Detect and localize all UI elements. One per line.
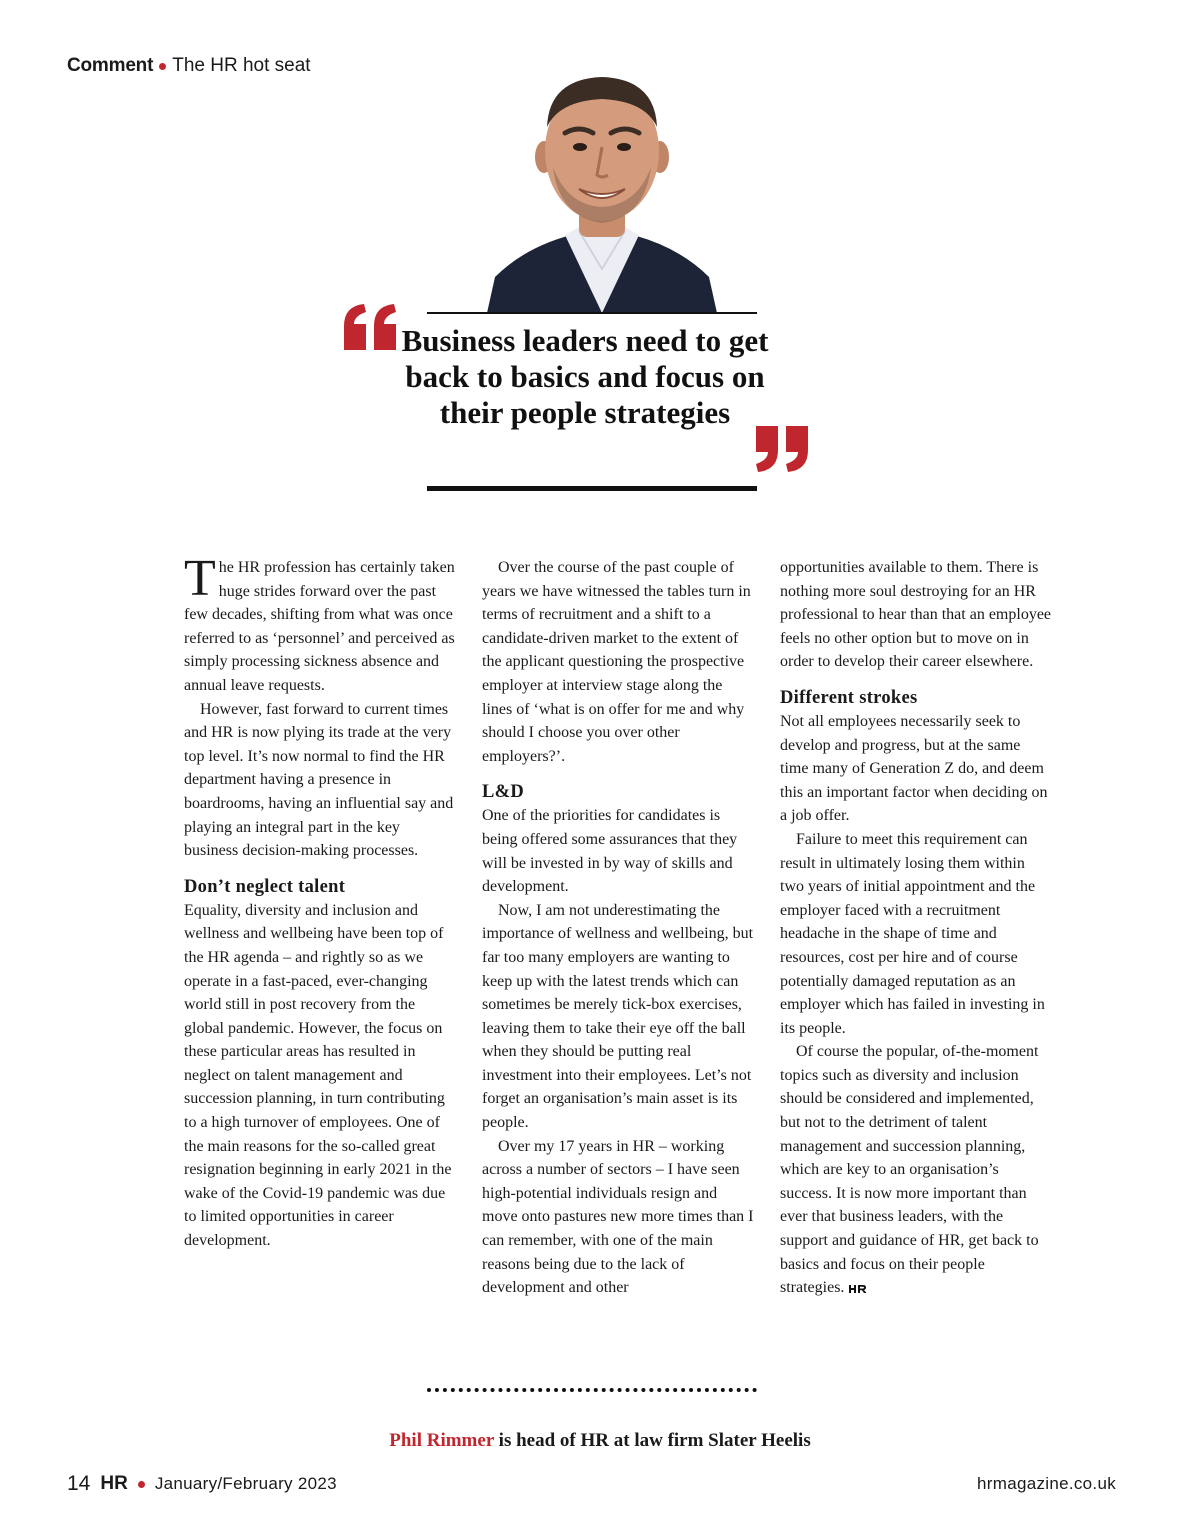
article-column-3 [780,556,1052,1300]
section-heading: Different strokes [780,687,918,708]
article-column-1 [184,550,456,1253]
hr-end-mark-icon [848,1284,868,1294]
paragraph: Over the course of the past couple of years we have witnessed the tables turn in terms of recruitment and a shift to a candidate-driven market to the extent of the applicant questioning the prospective employer at interview stage along the lines of ‘what is on offer for me and why should I choose you over other employers?’. [482,559,751,765]
red-dot-icon [159,63,166,70]
paragraph-final [780,1040,1052,1300]
pull-quote-bottom-rule [427,486,757,491]
paragraph-intro [184,550,456,698]
close-quote-icon [752,422,812,474]
magazine-name: HR [100,1473,128,1494]
paragraph: Not all employees necessarily seek to develop and progress, but at the same time many of Generation Z do, and deem this an important factor when deciding on a job offer. [780,712,1048,825]
drop-cap: T [184,550,216,607]
section-label: Comment [67,55,154,76]
article-column-2 [482,556,754,1300]
paragraph: Equality, diversity and inclusion and wellness and wellbeing have been top of the HR agenda – and rightly so as we operate in a fast-paced, ever-changing world still in post recovery from the global pandemic. However, the focus on these particular areas has resulted in neglect on talent management and succession planning, in turn contributing to a high turnover of employees. One of the main reasons for the so-called great resignation beginning in early 2021 in the wake of the Covid-19 pandemic was due to limited opportunities in career development. [184,901,452,1250]
section-header [67,55,311,77]
website-url: hrmagazine.co.uk [977,1474,1116,1493]
author-byline [0,1430,1200,1452]
paragraph: opportunities available to them. There is nothing more soul destroying for an HR professional to hear than that an employee feels no other option but to move on in order to develop their career elsewhere. [780,559,1052,671]
dotted-divider [427,1388,757,1392]
section-heading: L&D [482,782,525,803]
paragraph: Over my 17 years in HR – working across a number of sectors – I have seen high-potential individuals resign and move onto pastures new more times than I can remember, with one of the main reasons being due to the lack of development and other [482,1137,754,1297]
portrait-illustration [487,55,717,313]
page-footer [67,1472,337,1496]
open-quote-icon [342,302,402,354]
pull-quote: Business leaders need to get back to basics and focus on their people strategies [401,323,769,430]
paragraph: Failure to meet this requirement can result in ultimately losing them within two years of initial appointment and the employer faced with a recruitment headache in the shape of time and resources, cost per hire and of course potentially damaged reputation as an employer which has failed in investing in its people. [780,830,1045,1037]
paragraph-final-text: Of course the popular, of-the-moment topics such as diversity and inclusion should be considered and implemented, but not to the detriment of talent management and succession planning, which are key to an organisation’s success. It is now more important than ever that business leaders, with the support and guidance of HR, get back to basics and focus on their people strategies. [780,1043,1039,1297]
paragraph: Now, I am not underestimating the importance of wellness and wellbeing, but far too many employers are wanting to keep up with the latest trends which can sometimes be merely tick-box exercises, leaving them to take their eye off the ball when they should be putting real investment into their employees. Let’s not forget an organisation’s main asset is its people. [482,901,754,1132]
author-portrait [487,55,717,313]
paragraph: One of the priorities for candidates is being offered some assurances that they will be invested in by way of skills and development. [482,807,738,896]
red-dot-icon [138,1481,145,1488]
author-name: Phil Rimmer [389,1430,494,1451]
paragraph-intro-text: he HR profession has certainly taken huge strides forward over the past few decades, shifting from what was once referred to as ‘personnel’ and perceived as simply processing sickness absence and annual leave requests. [184,559,455,694]
pull-quote-top-rule [427,312,757,314]
author-role: is head of HR at law firm Slater Heelis [493,1430,811,1451]
page-number: 14 [67,1472,91,1495]
issue-date: January/February 2023 [154,1474,337,1493]
section-heading: Don’t neglect talent [184,876,346,897]
paragraph: However, fast forward to current times and HR is now plying its trade at the very top level. It’s now normal to find the HR department having a presence in boardrooms, having an influential say and playing an integral part in the key business decision-making processes. [184,700,454,860]
subsection-label: The HR hot seat [172,55,311,76]
